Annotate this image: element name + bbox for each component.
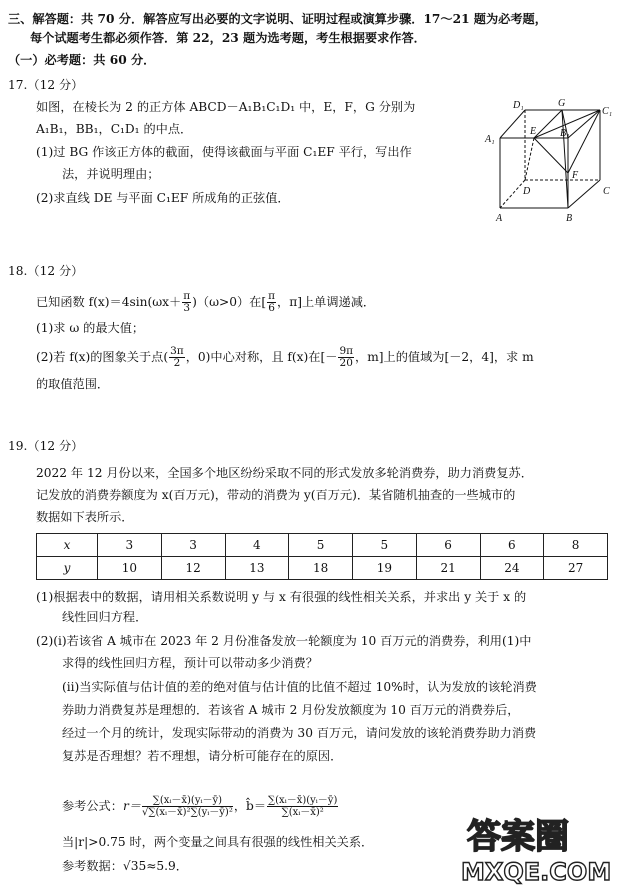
table-cell: 24 — [480, 557, 544, 580]
label-E: E — [530, 126, 537, 137]
table-header-y: y — [37, 557, 98, 580]
q17-stem-line1: 如图，在棱长为 2 的正方体 ABCD－A₁B₁C₁D₁ 中，E，F，G 分别为 — [36, 100, 416, 114]
required-subheading: （一）必考题：共 60 分． — [8, 53, 156, 67]
fraction-3pi-over-2: $\frac{3\pi}{2}$ — [170, 345, 184, 369]
q19-part1-line2: 线性回归方程． — [62, 610, 148, 624]
watermark-logo — [455, 806, 625, 886]
q18-part1: (1)求 ω 的最大值； — [36, 321, 145, 335]
q19-part2-line5: 经过一个月的统计，发现实际带动的消费为 30 百万元，请问发放的该轮消费券助力消费 — [62, 726, 537, 740]
correlation-condition: 当|r|>0.75 时，两个变量之间具有很强的线性相关关系． — [62, 835, 374, 849]
table-cell: 13 — [225, 557, 289, 580]
fraction-9pi-over-20: $\frac{9\pi}{20}$ — [339, 345, 354, 369]
table-cell: 6 — [416, 534, 480, 557]
table-cell: 19 — [353, 557, 417, 580]
data-table — [36, 533, 608, 580]
label-A1: A₁ — [485, 134, 495, 145]
label-B: B — [566, 213, 573, 224]
table-header-x: x — [37, 534, 98, 557]
table-cell: 3 — [161, 534, 225, 557]
table-row-x — [37, 534, 608, 557]
q19-part2-line1: (2)(i)若该省 A 城市在 2023 年 2 月份准备发放一轮额度为 10 百万元的消费券，利用(1)中 — [36, 634, 532, 648]
q19-intro-line3: 数据如下表所示． — [36, 510, 134, 524]
q19-part1-line1: (1)根据表中的数据，请用相关系数说明 y 与 x 有很强的线性相关关系，并求出 y 关于 x 的 — [36, 590, 527, 604]
q17-number: 17.（12 分） — [8, 78, 84, 92]
q18-part2-tail: 的取值范围． — [36, 377, 110, 391]
q18-stem-pre: 已知函数 f(x)＝4sin(ωx＋ — [36, 295, 182, 309]
q17-part1-line1: (1)过 BG 作该正方体的截面，使得该截面与平面 C₁EF 平行，写出作 — [36, 145, 412, 159]
r-equals: r＝ — [122, 799, 141, 813]
q18-stem-mid: )（ω>0）在[ — [192, 295, 267, 309]
b-equals: ，b̂＝ — [233, 799, 267, 813]
q19-number: 19.（12 分） — [8, 439, 84, 453]
label-C1: C₁ — [602, 106, 613, 117]
label-B1: B₁ — [560, 128, 570, 139]
watermark-line1: 答案圈 — [467, 817, 569, 857]
q18-number: 18.（12 分） — [8, 264, 84, 278]
label-D1: D₁ — [513, 100, 524, 111]
table-cell: 21 — [416, 557, 480, 580]
table-cell: 4 — [225, 534, 289, 557]
table-cell: 10 — [98, 557, 162, 580]
section-heading-line1: 三、解答题：共 70 分．解答应写出必要的文字说明、证明过程或演算步骤．17～21 题为必考题， — [8, 12, 547, 26]
label-C: C — [603, 186, 610, 197]
table-cell: 18 — [289, 557, 353, 580]
q18-stem — [36, 289, 375, 315]
q19-part2-line4: 券助力消费复苏是理想的．若该省 A 城市 2 月份发放额度为 10 百万元的消费券后， — [62, 703, 520, 717]
q17-stem-line2: A₁B₁，BB₁，C₁D₁ 的中点． — [36, 122, 193, 136]
table-row-y — [37, 557, 608, 580]
table-cell: 27 — [544, 557, 608, 580]
q19-part2-line6: 复苏是否理想？若不理想，请分析可能存在的原因． — [62, 749, 343, 763]
reference-formula — [62, 784, 339, 828]
q17-part2: (2)求直线 DE 与平面 C₁EF 所成角的正弦值． — [36, 191, 290, 205]
table-cell: 12 — [161, 557, 225, 580]
label-A: A — [496, 213, 503, 224]
label-F: F — [572, 170, 579, 181]
label-G: G — [558, 98, 566, 109]
q17-part1-line2: 法，并说明理由； — [62, 167, 160, 181]
b-fraction: $\frac{\text{∑(xᵢ－x̄)(yᵢ－ȳ)}}{\text{∑(xᵢ－x̄)²}}$ — [268, 795, 338, 818]
q19-part2-line3: (ii)当实际值与估计值的差的绝对值与估计值的比值不超过 10%时，认为发放的该轮消费 — [62, 680, 537, 694]
table-cell: 8 — [544, 534, 608, 557]
table-cell: 6 — [480, 534, 544, 557]
q19-intro-line2: 记发放的消费券额度为 x(百万元)，带动的消费为 y(百万元)．某省随机抽查的一些城市的 — [36, 488, 516, 502]
q19-part2-line2: 求得的线性回归方程，预计可以带动多少消费？ — [62, 656, 318, 670]
reference-data: 参考数据：√35≈5.9． — [62, 859, 188, 873]
q18-part2: (2)若 f(x)的图象关于点( $\frac{3\pi}{2}$ ，0)中心对称，且 f(x)在[－ $\frac{9\pi}{20}$ ，m]上的值域为[－2，4]，求 m — [36, 345, 534, 369]
q19-intro-line1: 2022 年 12 月份以来，全国多个地区纷纷采取不同的形式发放多轮消费券，助力消费复苏． — [36, 466, 533, 480]
watermark-line2: MXQE.COM — [461, 858, 612, 886]
table-cell: 3 — [98, 534, 162, 557]
table-cell: 5 — [353, 534, 417, 557]
cube-figure — [480, 96, 630, 234]
formula-label: 参考公式： — [62, 799, 123, 813]
fraction-pi-over-3: $\frac{\pi}{3}$ — [183, 290, 191, 314]
label-D: D — [523, 186, 531, 197]
section-heading-line2: 每个试题考生都必须作答．第 22，23 题为选考题，考生根据要求作答． — [30, 31, 426, 45]
r-fraction: $\frac{\text{∑(xᵢ－x̄)(yᵢ－ȳ)}}{\text{√∑(xᵢ－x̄)²∑(yᵢ－ȳ)²}}$ — [141, 795, 233, 818]
fraction-pi-over-6: $\frac{\pi}{6}$ — [268, 290, 276, 314]
q18-stem-post: ，π]上单调递减． — [277, 295, 376, 309]
table-cell: 5 — [289, 534, 353, 557]
